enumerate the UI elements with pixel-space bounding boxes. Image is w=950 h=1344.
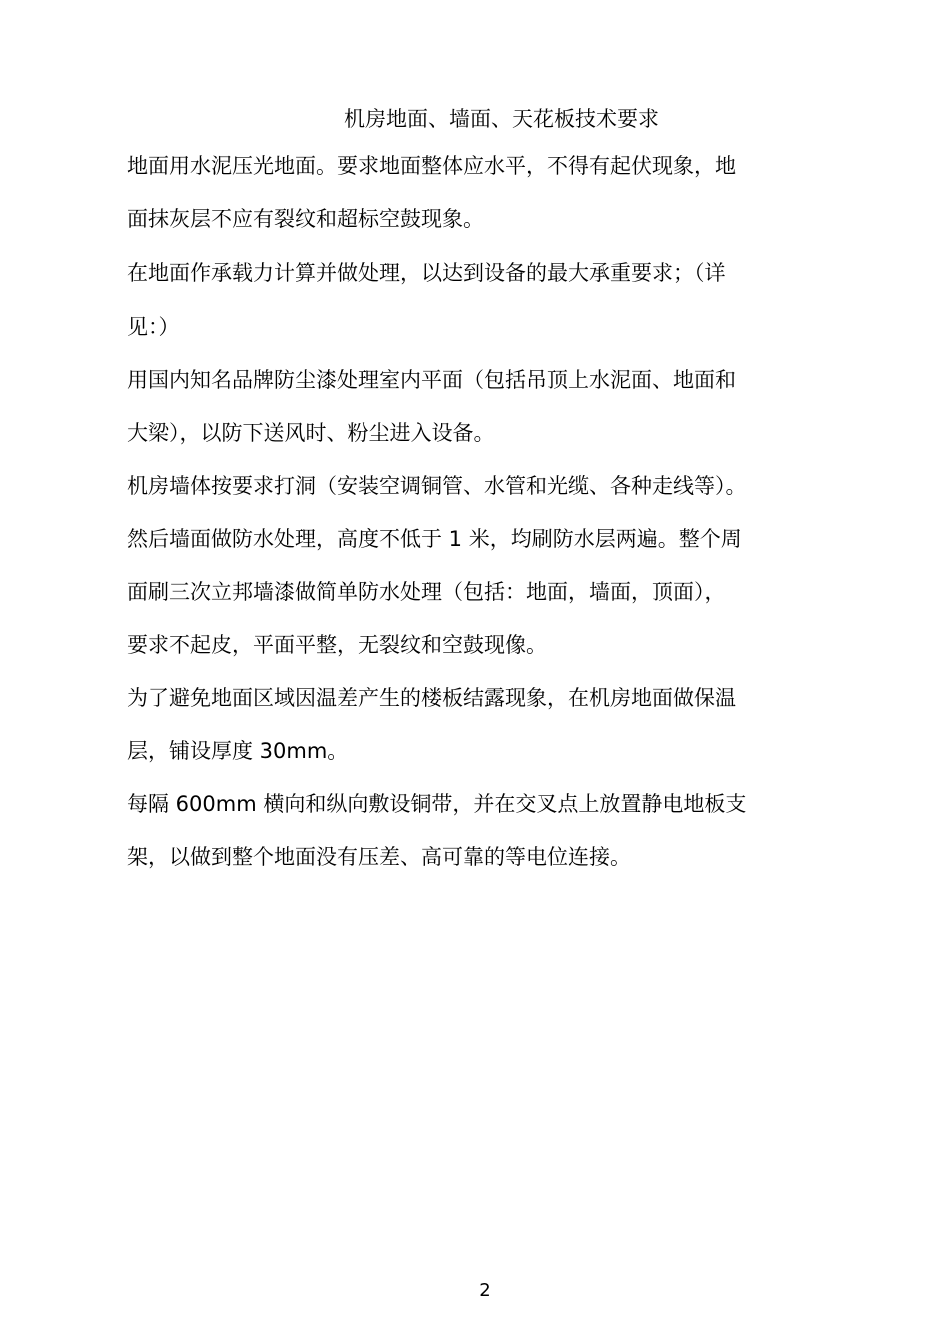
paragraph-line: 大梁），以防下送风时、粉尘进入设备。 [127,421,495,445]
paragraph-line: 层，铺设厚度 30mm。 [127,739,349,763]
paragraph-line: 为了避免地面区域因温差产生的楼板结露现象，在机房地面做保温 [127,686,736,710]
paragraph-line: 见：） [127,315,180,339]
paragraph-line: 机房墙体按要求打洞（安装空调铜管、水管和光缆、各种走线等）。 [127,474,747,498]
page-number: 2 [479,1280,491,1301]
paragraph-line: 地面用水泥压光地面。要求地面整体应水平，不得有起伏现象，地 [127,154,736,178]
paragraph-line: 每隔 600mm 横向和纵向敷设铜带，并在交叉点上放置静电地板支 [127,792,747,816]
paragraph-line: 然后墙面做防水处理，高度不低于 1 米，均刷防水层两遍。整个周 [127,527,742,551]
document-title: 机房地面、墙面、天花板技术要求 [344,107,659,131]
paragraph-line: 用国内知名品牌防尘漆处理室内平面（包括吊顶上水泥面、地面和 [127,368,736,392]
paragraph-line: 要求不起皮，平面平整，无裂纹和空鼓现像。 [127,633,547,657]
paragraph-line: 架，以做到整个地面没有压差、高可靠的等电位连接。 [127,845,631,869]
paragraph-line: 面抹灰层不应有裂纹和超标空鼓现象。 [127,207,484,231]
paragraph-line: 在地面作承载力计算并做处理，以达到设备的最大承重要求；（详 [127,261,726,285]
paragraph-line: 面刷三次立邦墙漆做简单防水处理（包括：地面，墙面，顶面）， [127,580,726,604]
